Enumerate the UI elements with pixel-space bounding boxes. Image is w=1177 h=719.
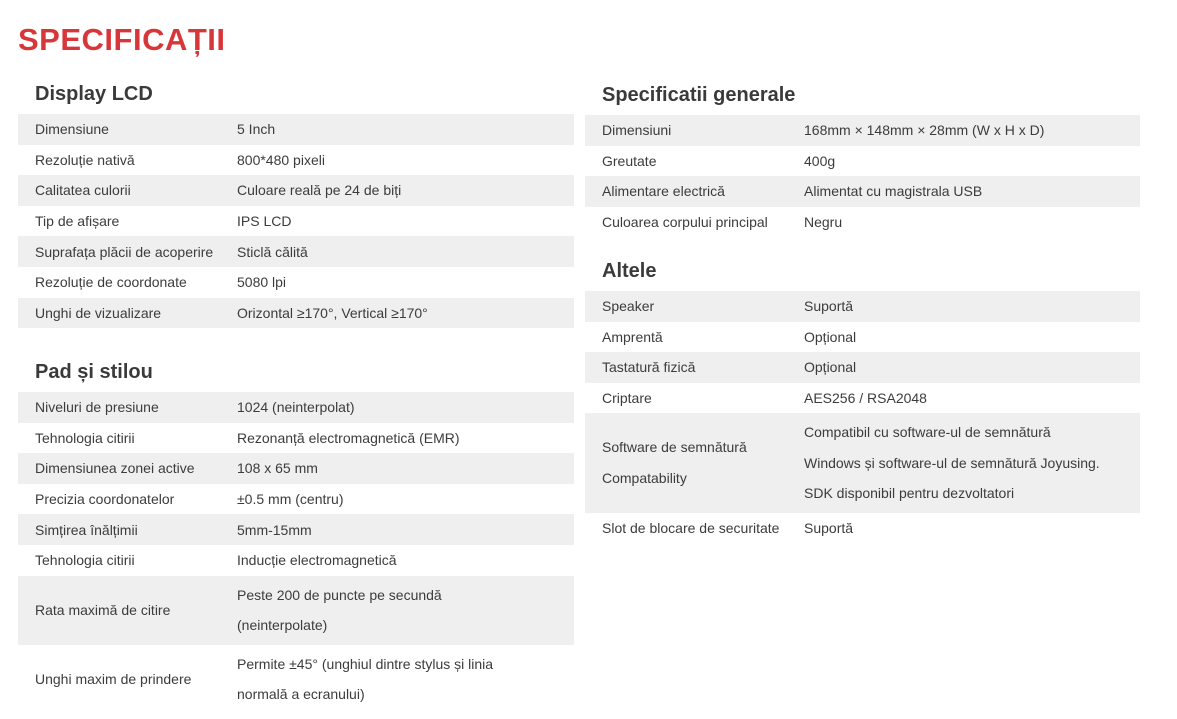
spec-label: Alimentare electrică bbox=[602, 183, 725, 200]
spec-value bbox=[804, 122, 1140, 138]
spec-label: Simțirea înălțimii bbox=[35, 521, 138, 538]
spec-value-line: AES256 / RSA2048 bbox=[804, 389, 927, 406]
spec-value-line: Opțional bbox=[804, 359, 857, 376]
spec-value bbox=[804, 390, 1140, 406]
spec-value-line: SDK disponibil pentru dezvoltatori bbox=[804, 485, 1015, 501]
spec-row-tehnologia-citirii bbox=[18, 423, 574, 454]
spec-value-line: IPS LCD bbox=[237, 213, 292, 230]
spec-label: Rata maximă de citire bbox=[35, 602, 171, 619]
section-title: Display LCD bbox=[35, 83, 153, 105]
spec-row-alimentare-electrica bbox=[585, 176, 1140, 207]
spec-value-line: 5mm-15mm bbox=[237, 521, 312, 538]
spec-label: Tehnologia citirii bbox=[35, 429, 135, 446]
spec-label: Suprafața plăcii de acoperire bbox=[35, 243, 214, 260]
spec-value bbox=[804, 359, 1140, 375]
section-specificatii-generale bbox=[585, 75, 1140, 237]
spec-value-line: Orizontal ≥170°, Vertical ≥170° bbox=[237, 304, 428, 321]
spec-value bbox=[237, 274, 574, 290]
spec-value-line: normală a ecranului) bbox=[237, 686, 365, 703]
spec-value-line: Suportă bbox=[804, 519, 854, 536]
spec-label: Niveluri de presiune bbox=[35, 399, 159, 416]
spec-value bbox=[237, 460, 574, 476]
spec-label: Tastatură fizică bbox=[602, 359, 696, 376]
spec-label: Culoarea corpului principal bbox=[602, 213, 768, 230]
spec-value-line: Negru bbox=[804, 213, 843, 230]
spec-label bbox=[585, 432, 804, 493]
spec-row-culoarea-corpului-principal bbox=[585, 207, 1140, 238]
spec-row-dimensiuni bbox=[585, 115, 1140, 146]
spec-value-line: Alimentat cu magistrala USB bbox=[804, 183, 983, 200]
spec-value bbox=[237, 522, 574, 538]
page-title: SPECIFICAȚII bbox=[18, 22, 226, 57]
spec-row-suprafata-placii-de-acoperire bbox=[18, 236, 574, 267]
spec-value bbox=[237, 244, 574, 260]
section-altele bbox=[585, 251, 1140, 543]
section-title: Pad și stilou bbox=[35, 361, 153, 383]
spec-row-dimensiunea-zonei-active bbox=[18, 453, 574, 484]
spec-label: Dimensiune bbox=[35, 121, 109, 138]
spec-value bbox=[237, 305, 574, 321]
spec-value bbox=[237, 552, 574, 568]
spec-row-niveluri-de-presiune bbox=[18, 392, 574, 423]
spec-value bbox=[804, 329, 1140, 345]
spec-row-unghi-maxim-de-prindere bbox=[18, 645, 574, 714]
spec-value-line: Inducție electromagnetică bbox=[237, 552, 397, 569]
spec-row-simtirea-inaltimii bbox=[18, 514, 574, 545]
spec-value-line: 5080 lpi bbox=[237, 274, 287, 291]
spec-value bbox=[237, 213, 574, 229]
section-display-lcd bbox=[18, 74, 574, 328]
spec-label: Tehnologia citirii bbox=[35, 552, 135, 569]
spec-label: Rezoluție de coordonate bbox=[35, 274, 187, 291]
section-title: Specificatii generale bbox=[602, 84, 796, 106]
spec-row-speaker bbox=[585, 291, 1140, 322]
spec-row-precizia-coordonatelor bbox=[18, 484, 574, 515]
spec-row-software-de-semnatura bbox=[585, 413, 1140, 513]
spec-value bbox=[237, 580, 574, 641]
spec-value bbox=[804, 153, 1140, 169]
spec-value-line: 108 x 65 mm bbox=[237, 460, 318, 477]
spec-label: Rezoluție nativă bbox=[35, 151, 135, 168]
spec-label: Dimensiunea zonei active bbox=[35, 460, 195, 477]
spec-label: Tip de afișare bbox=[35, 213, 120, 230]
spec-row-slot-de-blocare-de-securitate bbox=[585, 513, 1140, 544]
spec-row-greutate bbox=[585, 146, 1140, 177]
spec-value-line: Rezonanță electromagnetică (EMR) bbox=[237, 429, 460, 446]
spec-value bbox=[237, 649, 574, 710]
spec-row-tip-de-afisare bbox=[18, 206, 574, 237]
spec-label: Speaker bbox=[602, 298, 655, 315]
spec-value bbox=[237, 430, 574, 446]
spec-row-tehnologia-citirii bbox=[18, 545, 574, 576]
spec-row-rata-maxima-de-citire bbox=[18, 576, 574, 645]
spec-value bbox=[237, 491, 574, 507]
spec-value-line: Compatibil cu software-ul de semnătură bbox=[804, 424, 1051, 440]
spec-value-line: Culoare reală pe 24 de biți bbox=[237, 182, 402, 199]
spec-label: Amprentă bbox=[602, 328, 663, 345]
section-pad-si-stilou bbox=[18, 352, 574, 714]
spec-value-line: 168mm × 148mm × 28mm (W x H x D) bbox=[804, 122, 1045, 139]
spec-row-criptare bbox=[585, 383, 1140, 414]
spec-label: Calitatea culorii bbox=[35, 182, 131, 199]
spec-label: Unghi maxim de prindere bbox=[35, 671, 192, 688]
spec-value bbox=[804, 520, 1140, 536]
spec-label-line: Compatability bbox=[602, 469, 687, 486]
spec-row-rezolutie-de-coordonate bbox=[18, 267, 574, 298]
spec-value bbox=[237, 152, 574, 168]
spec-row-amprenta bbox=[585, 322, 1140, 353]
spec-value-line: Peste 200 de puncte pe secundă bbox=[237, 586, 442, 603]
spec-value bbox=[804, 298, 1140, 314]
spec-value-line: Suportă bbox=[804, 298, 854, 315]
spec-value bbox=[804, 417, 1140, 509]
spec-row-calitatea-culorii bbox=[18, 175, 574, 206]
spec-row-dimensiune bbox=[18, 114, 574, 145]
spec-label: Criptare bbox=[602, 389, 652, 406]
spec-label: Greutate bbox=[602, 152, 657, 169]
spec-value bbox=[237, 399, 574, 415]
spec-value bbox=[237, 121, 574, 137]
spec-value-line: 800*480 pixeli bbox=[237, 151, 325, 168]
spec-label: Slot de blocare de securitate bbox=[602, 519, 780, 536]
spec-value bbox=[804, 214, 1140, 230]
spec-value-line: 5 Inch bbox=[237, 121, 276, 138]
spec-value-line: 400g bbox=[804, 152, 836, 169]
spec-value-line: Opțional bbox=[804, 328, 857, 345]
spec-value-line: (neinterpolate) bbox=[237, 617, 328, 634]
spec-value-line: Sticlă călită bbox=[237, 243, 308, 260]
spec-value-line: Windows și software-ul de semnătură Joyusing. bbox=[804, 454, 1100, 471]
spec-value-line: ±0.5 mm (centru) bbox=[237, 491, 344, 508]
spec-value bbox=[804, 183, 1140, 199]
spec-row-unghi-de-vizualizare bbox=[18, 298, 574, 329]
spec-label-line: Software de semnătură bbox=[602, 439, 747, 456]
spec-label: Precizia coordonatelor bbox=[35, 491, 175, 508]
spec-row-tastatura-fizica bbox=[585, 352, 1140, 383]
spec-value-line: Permite ±45° (unghiul dintre stylus și linia bbox=[237, 655, 494, 672]
spec-value bbox=[237, 182, 574, 198]
spec-label: Unghi de vizualizare bbox=[35, 304, 162, 321]
spec-label: Dimensiuni bbox=[602, 122, 672, 139]
section-title: Altele bbox=[602, 260, 657, 282]
spec-row-rezolutie-nativa bbox=[18, 145, 574, 176]
spec-value-line: 1024 (neinterpolat) bbox=[237, 399, 355, 416]
